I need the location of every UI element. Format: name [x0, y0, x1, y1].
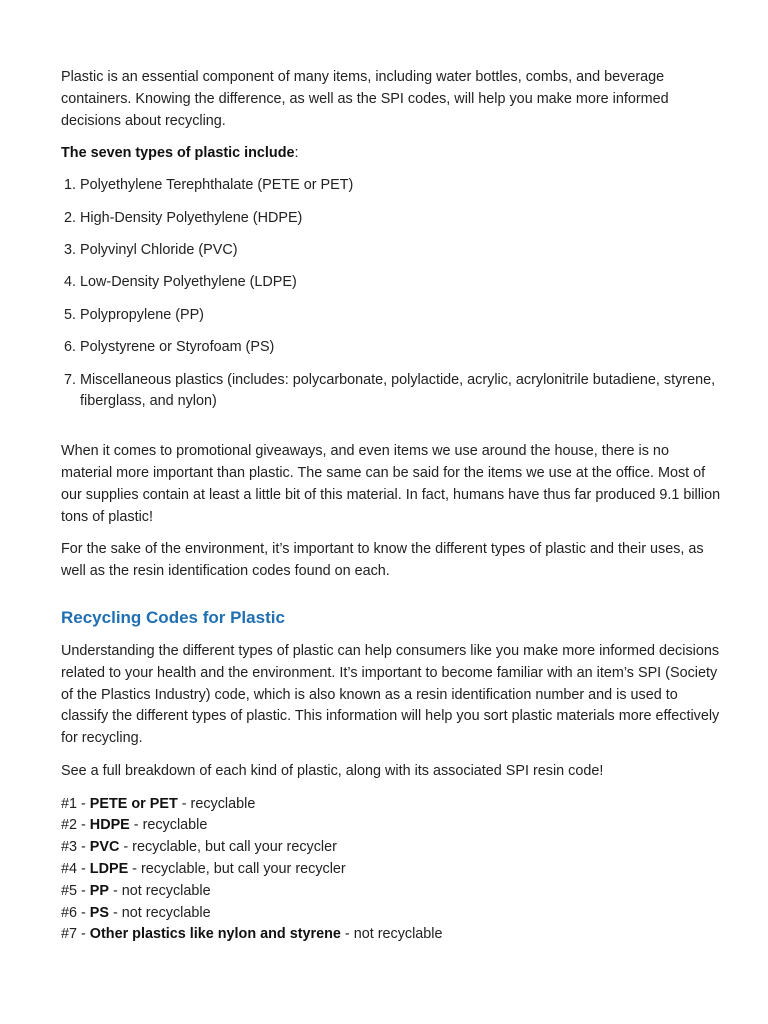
resin-code-line [61, 881, 721, 903]
resin-code-name: LDPE [89, 861, 129, 878]
list-item: 4. Low-Density Polyethylene (LDPE) [80, 272, 721, 294]
intro-paragraph: Plastic is an essential component of many items, including water bottles, combs, and beverage containers. Knowing the difference, as well as the SPI codes, will help you make more informed decisions about recycling. [61, 69, 669, 129]
plastic-types-heading-bold: The seven types of plastic include [61, 145, 295, 162]
resin-code-status: - recyclable [177, 795, 256, 812]
list-item: 1. Polyethylene Terephthalate (PETE or PET) [80, 175, 721, 197]
resin-code-number: #7 - [61, 926, 90, 943]
resin-code-number: #3 - [61, 839, 90, 856]
resin-code-name: PETE or PET [89, 795, 178, 812]
resin-code-status: - recyclable, but call your recycler [119, 839, 337, 856]
section-heading: Recycling Codes for Plastic [61, 607, 285, 627]
resin-code-name: PS [89, 904, 109, 921]
article-body [61, 67, 721, 946]
plastic-types-list [61, 175, 721, 413]
resin-code-line [61, 859, 721, 881]
resin-codes-list [61, 794, 721, 947]
resin-code-number: #1 - [61, 795, 90, 812]
list-item: 5. Polypropylene (PP) [80, 305, 721, 327]
resin-code-number: #4 - [61, 861, 90, 878]
list-item: 7. Miscellaneous plastics (includes: polycarbonate, polylactide, acrylic, acrylonitrile butadiene, styrene, fiberglass, and nylon) [80, 370, 721, 414]
resin-code-name: PP [89, 882, 109, 899]
promotional-paragraph: When it comes to promotional giveaways, and even items we use around the house, there is no material more important than plastic. The same can be said for the items we use at the office. Most of our supplies contain at least a little bit of this material. In fact, humans have thus far produced 9.1 billion tons of plastic! [61, 443, 721, 525]
resin-code-line [61, 794, 721, 816]
spi-explanation-paragraph: Understanding the different types of plastic can help consumers like you make more informed decisions related to your health and the environment. It’s important to become familiar with an item’s SPI (Society of the Plastics Industry) code, which is also known as a resin identification number and is used to classify the different types of plastic. This information will help you sort plastic materials more effectively for recycling. [61, 642, 720, 747]
resin-code-line [61, 837, 721, 859]
plastic-types-heading [61, 143, 721, 165]
resin-code-line [61, 924, 721, 946]
list-item: 2. High-Density Polyethylene (HDPE) [80, 208, 721, 230]
resin-code-name: Other plastics like nylon and styrene [89, 926, 341, 943]
resin-code-status: - not recyclable [340, 926, 443, 943]
resin-code-line [61, 815, 721, 837]
resin-code-status: - recyclable, but call your recycler [128, 861, 346, 878]
list-item: 3. Polyvinyl Chloride (PVC) [80, 240, 721, 262]
list-item: 6. Polystyrene or Styrofoam (PS) [80, 337, 721, 359]
resin-code-status: - not recyclable [109, 904, 211, 921]
breakdown-intro-paragraph: See a full breakdown of each kind of plastic, along with its associated SPI resin code! [61, 762, 604, 779]
resin-code-status: - recyclable [129, 817, 208, 834]
resin-code-line [61, 903, 721, 925]
plastic-types-heading-colon: : [294, 145, 299, 162]
resin-code-number: #5 - [61, 882, 90, 899]
resin-code-number: #6 - [61, 904, 90, 921]
resin-code-name: PVC [89, 839, 120, 856]
resin-code-name: HDPE [89, 817, 130, 834]
environment-paragraph: For the sake of the environment, it’s important to know the different types of plastic and their uses, as well as the resin identification codes found on each. [61, 541, 704, 580]
resin-code-status: - not recyclable [109, 882, 211, 899]
resin-code-number: #2 - [61, 817, 90, 834]
